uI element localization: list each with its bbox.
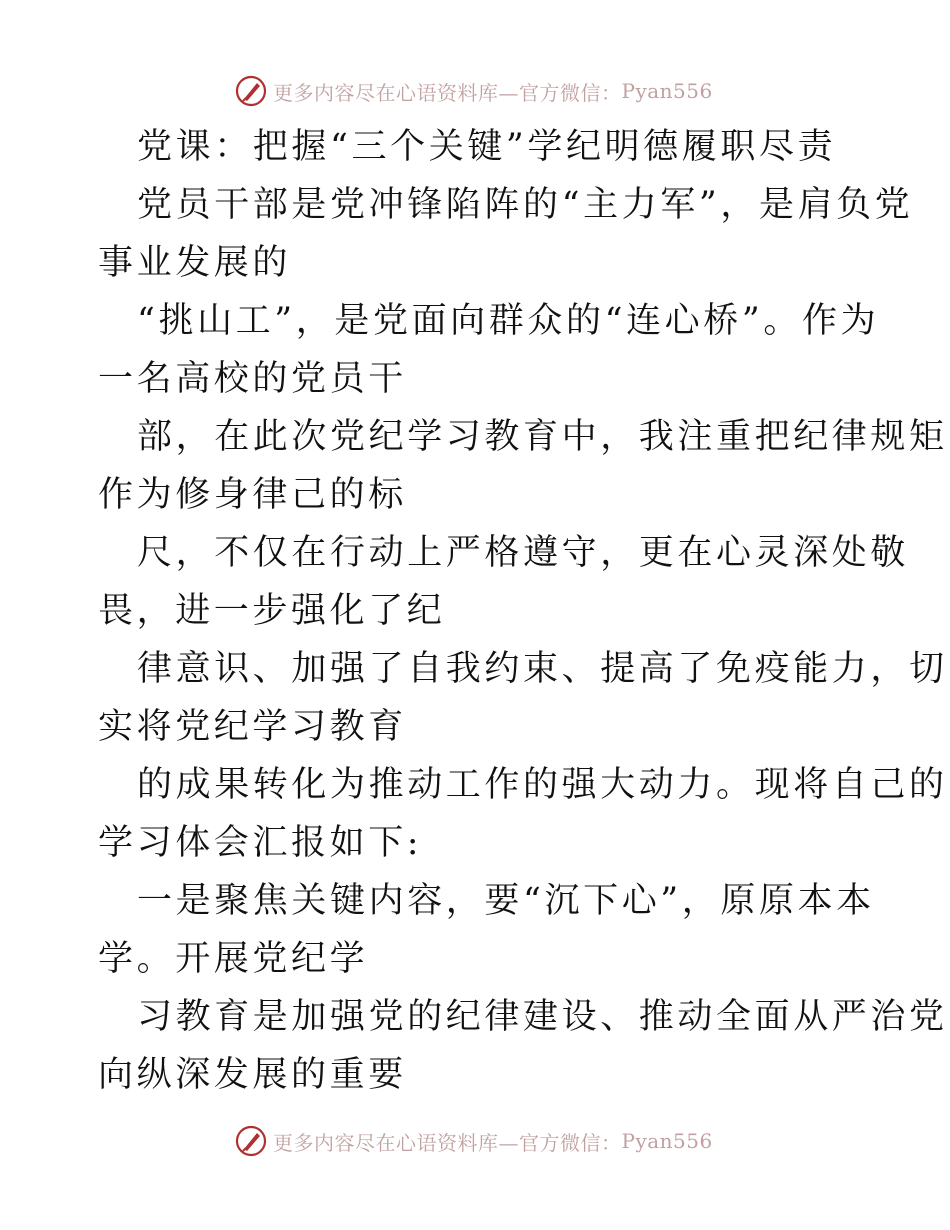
footer-banner [0,1120,950,1160]
paragraph-line: 学。开展党纪学 [98,939,369,979]
footer-banner-text: 更多内容尽在心语资料库—官方微信： [273,1130,622,1155]
quill-pen-logo-icon [235,75,267,107]
paragraph-line: 的成果转化为推动工作的强大动力。现将自己的 [137,765,948,805]
paragraph-line: 一是聚焦关键内容，要“沉下心”，原原本本 [137,881,875,921]
paragraph-line: 作为修身律己的标 [98,475,407,515]
paragraph-line: 学习体会汇报如下: [98,823,423,863]
document-title: 党课：把握“三个关键”学纪明德履职尽责 [137,127,837,167]
paragraph-line: 部，在此次党纪学习教育中，我注重把纪律规矩 [137,417,948,457]
paragraph-line: 实将党纪学习教育 [98,707,407,747]
header-wechat-id: Pyan556 [621,79,713,103]
paragraph-line: 律意识、加强了自我约束、提高了免疫能力，切 [137,649,948,689]
paragraph-line: 尺，不仅在行动上严格遵守，更在心灵深处敬 [137,533,910,573]
paragraph-line: 一名高校的党员干 [98,359,407,399]
paragraph-line: 习教育是加强党的纪律建设、推动全面从严治党 [137,997,948,1037]
paragraph-line: 党员干部是党冲锋陷阵的“主力军”，是肩负党 [137,185,914,225]
header-banner-text: 更多内容尽在心语资料库—官方微信： [273,80,622,105]
paragraph-line: 畏，进一步强化了纪 [98,591,446,631]
paragraph-line: 事业发展的 [98,243,292,283]
header-banner [0,70,950,110]
quill-pen-logo-icon [235,1125,267,1157]
paragraph-line: “挑山工”，是党面向群众的“连心桥”。作为 [137,301,880,341]
footer-wechat-id: Pyan556 [621,1129,713,1153]
paragraph-line: 向纵深发展的重要 [98,1055,407,1095]
